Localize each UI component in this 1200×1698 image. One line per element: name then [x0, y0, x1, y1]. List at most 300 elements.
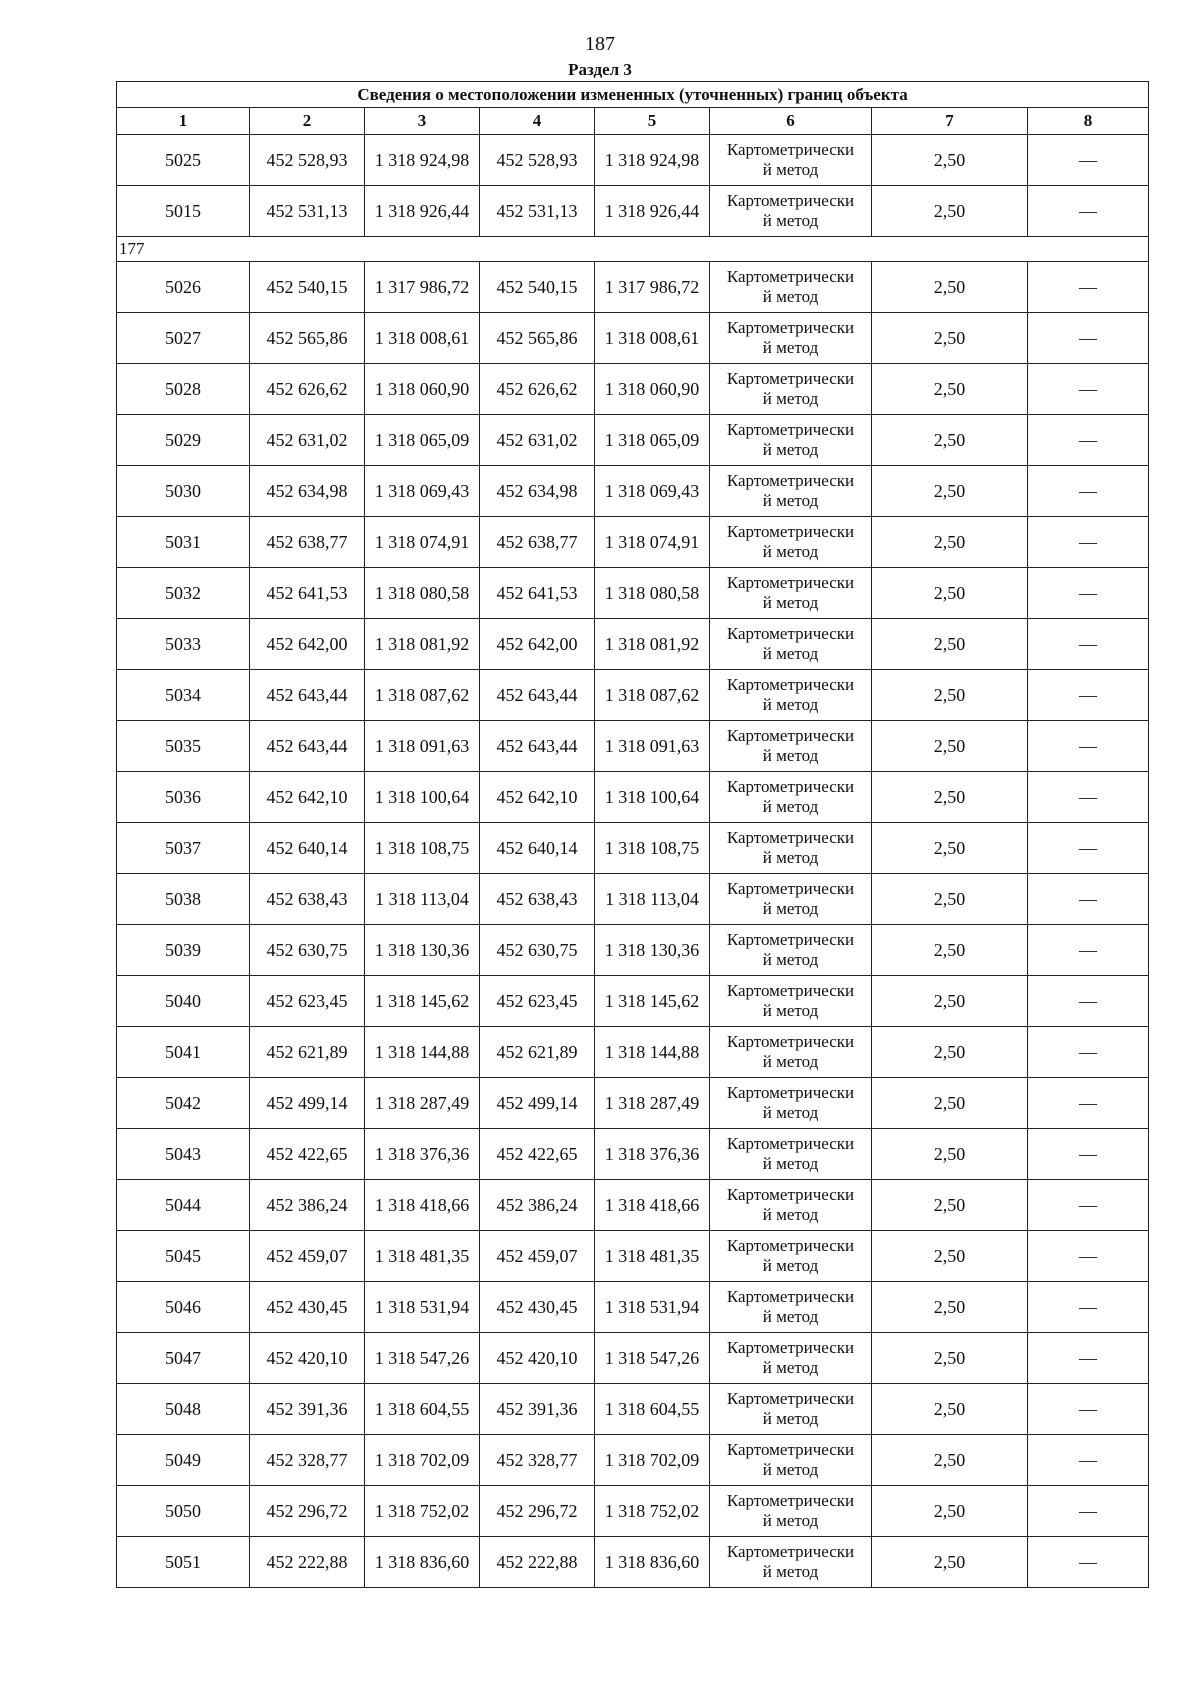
- y-coordinate-cell: 1 318 060,90: [365, 364, 480, 415]
- table-row: [117, 925, 1149, 976]
- method-cell: [710, 976, 872, 1027]
- method-line-2: й метод: [762, 1052, 819, 1071]
- x-coordinate-cell: 452 499,14: [250, 1078, 365, 1129]
- new-y-coordinate-cell: 1 318 547,26: [595, 1333, 710, 1384]
- new-y-coordinate-cell: 1 318 074,91: [595, 517, 710, 568]
- description-cell: —: [1028, 1180, 1149, 1231]
- new-x-coordinate-cell: 452 565,86: [480, 313, 595, 364]
- method-line-2: й метод: [762, 542, 819, 561]
- table-row: [117, 415, 1149, 466]
- table-row: [117, 721, 1149, 772]
- y-coordinate-cell: 1 318 091,63: [365, 721, 480, 772]
- accuracy-cell: 2,50: [872, 568, 1028, 619]
- y-coordinate-cell: 1 318 145,62: [365, 976, 480, 1027]
- method-line-1: Картометрически: [726, 1287, 855, 1306]
- table-row: [117, 1435, 1149, 1486]
- y-coordinate-cell: 1 318 008,61: [365, 313, 480, 364]
- point-id-cell: 5047: [117, 1333, 250, 1384]
- accuracy-cell: 2,50: [872, 364, 1028, 415]
- x-coordinate-cell: 452 296,72: [250, 1486, 365, 1537]
- table-row: [117, 1180, 1149, 1231]
- point-id-cell: 5042: [117, 1078, 250, 1129]
- point-id-cell: 5034: [117, 670, 250, 721]
- column-header: 8: [1028, 108, 1149, 135]
- new-x-coordinate-cell: 452 328,77: [480, 1435, 595, 1486]
- x-coordinate-cell: 452 641,53: [250, 568, 365, 619]
- point-id-cell: 5039: [117, 925, 250, 976]
- new-x-coordinate-cell: 452 222,88: [480, 1537, 595, 1588]
- accuracy-cell: 2,50: [872, 1231, 1028, 1282]
- new-y-coordinate-cell: 1 318 108,75: [595, 823, 710, 874]
- x-coordinate-cell: 452 328,77: [250, 1435, 365, 1486]
- new-y-coordinate-cell: 1 318 924,98: [595, 135, 710, 186]
- point-id-cell: 5043: [117, 1129, 250, 1180]
- accuracy-cell: 2,50: [872, 1282, 1028, 1333]
- x-coordinate-cell: 452 422,65: [250, 1129, 365, 1180]
- x-coordinate-cell: 452 222,88: [250, 1537, 365, 1588]
- new-y-coordinate-cell: 1 318 287,49: [595, 1078, 710, 1129]
- method-line-1: Картометрически: [726, 726, 855, 745]
- y-coordinate-cell: 1 318 080,58: [365, 568, 480, 619]
- column-header-row: [117, 108, 1149, 135]
- new-x-coordinate-cell: 452 391,36: [480, 1384, 595, 1435]
- method-cell: [710, 1435, 872, 1486]
- new-y-coordinate-cell: 1 318 752,02: [595, 1486, 710, 1537]
- description-cell: —: [1028, 1078, 1149, 1129]
- method-line-1: Картометрически: [726, 140, 855, 159]
- method-line-2: й метод: [762, 287, 819, 306]
- description-cell: —: [1028, 772, 1149, 823]
- new-y-coordinate-cell: 1 318 081,92: [595, 619, 710, 670]
- description-cell: —: [1028, 1435, 1149, 1486]
- method-line-2: й метод: [762, 593, 819, 612]
- method-line-2: й метод: [762, 389, 819, 408]
- method-cell: [710, 262, 872, 313]
- x-coordinate-cell: 452 623,45: [250, 976, 365, 1027]
- new-x-coordinate-cell: 452 641,53: [480, 568, 595, 619]
- page-number: 187: [585, 33, 615, 55]
- point-id-cell: 5045: [117, 1231, 250, 1282]
- accuracy-cell: 2,50: [872, 619, 1028, 670]
- method-line-2: й метод: [762, 848, 819, 867]
- method-line-1: Картометрически: [726, 522, 855, 541]
- new-x-coordinate-cell: 452 420,10: [480, 1333, 595, 1384]
- column-header: 4: [480, 108, 595, 135]
- method-line-2: й метод: [762, 695, 819, 714]
- method-line-1: Картометрически: [726, 1440, 855, 1459]
- y-coordinate-cell: 1 318 604,55: [365, 1384, 480, 1435]
- method-line-1: Картометрически: [726, 369, 855, 388]
- new-x-coordinate-cell: 452 631,02: [480, 415, 595, 466]
- table-row: [117, 466, 1149, 517]
- table-row: [117, 364, 1149, 415]
- method-line-2: й метод: [762, 1205, 819, 1224]
- method-line-1: Картометрически: [726, 675, 855, 694]
- table-row: [117, 135, 1149, 186]
- new-y-coordinate-cell: 1 318 008,61: [595, 313, 710, 364]
- accuracy-cell: 2,50: [872, 415, 1028, 466]
- point-id-cell: 5048: [117, 1384, 250, 1435]
- method-line-2: й метод: [762, 1001, 819, 1020]
- description-cell: —: [1028, 135, 1149, 186]
- new-x-coordinate-cell: 452 540,15: [480, 262, 595, 313]
- y-coordinate-cell: 1 318 113,04: [365, 874, 480, 925]
- accuracy-cell: 2,50: [872, 772, 1028, 823]
- x-coordinate-cell: 452 459,07: [250, 1231, 365, 1282]
- method-cell: [710, 415, 872, 466]
- table-row: [117, 262, 1149, 313]
- method-cell: [710, 874, 872, 925]
- y-coordinate-cell: 1 318 108,75: [365, 823, 480, 874]
- new-x-coordinate-cell: 452 531,13: [480, 186, 595, 237]
- method-line-2: й метод: [762, 950, 819, 969]
- new-y-coordinate-cell: 1 318 145,62: [595, 976, 710, 1027]
- method-line-2: й метод: [762, 1103, 819, 1122]
- point-id-cell: 5033: [117, 619, 250, 670]
- y-coordinate-cell: 1 318 702,09: [365, 1435, 480, 1486]
- y-coordinate-cell: 1 318 081,92: [365, 619, 480, 670]
- new-x-coordinate-cell: 452 459,07: [480, 1231, 595, 1282]
- accuracy-cell: 2,50: [872, 262, 1028, 313]
- method-line-1: Картометрически: [726, 828, 855, 847]
- description-cell: —: [1028, 313, 1149, 364]
- new-x-coordinate-cell: 452 643,44: [480, 721, 595, 772]
- new-y-coordinate-cell: 1 318 144,88: [595, 1027, 710, 1078]
- x-coordinate-cell: 452 386,24: [250, 1180, 365, 1231]
- method-cell: [710, 568, 872, 619]
- x-coordinate-cell: 452 630,75: [250, 925, 365, 976]
- method-line-1: Картометрически: [726, 1083, 855, 1102]
- method-cell: [710, 1129, 872, 1180]
- method-line-2: й метод: [762, 211, 819, 230]
- accuracy-cell: 2,50: [872, 1384, 1028, 1435]
- method-line-2: й метод: [762, 644, 819, 663]
- method-line-2: й метод: [762, 899, 819, 918]
- point-id-cell: 5049: [117, 1435, 250, 1486]
- method-line-1: Картометрически: [726, 1389, 855, 1408]
- method-line-1: Картометрически: [726, 1134, 855, 1153]
- method-line-1: Картометрически: [726, 1338, 855, 1357]
- new-x-coordinate-cell: 452 630,75: [480, 925, 595, 976]
- accuracy-cell: 2,50: [872, 670, 1028, 721]
- x-coordinate-cell: 452 565,86: [250, 313, 365, 364]
- x-coordinate-cell: 452 528,93: [250, 135, 365, 186]
- new-x-coordinate-cell: 452 642,00: [480, 619, 595, 670]
- x-coordinate-cell: 452 420,10: [250, 1333, 365, 1384]
- method-line-2: й метод: [762, 797, 819, 816]
- table-row: [117, 1129, 1149, 1180]
- y-coordinate-cell: 1 318 074,91: [365, 517, 480, 568]
- point-id-cell: 5038: [117, 874, 250, 925]
- accuracy-cell: 2,50: [872, 135, 1028, 186]
- description-cell: —: [1028, 1129, 1149, 1180]
- new-y-coordinate-cell: 1 318 376,36: [595, 1129, 710, 1180]
- accuracy-cell: 2,50: [872, 1435, 1028, 1486]
- x-coordinate-cell: 452 634,98: [250, 466, 365, 517]
- new-x-coordinate-cell: 452 430,45: [480, 1282, 595, 1333]
- method-cell: [710, 313, 872, 364]
- method-line-1: Картометрически: [726, 981, 855, 1000]
- new-y-coordinate-cell: 1 318 060,90: [595, 364, 710, 415]
- new-x-coordinate-cell: 452 638,43: [480, 874, 595, 925]
- new-x-coordinate-cell: 452 386,24: [480, 1180, 595, 1231]
- table-body-after-group: [117, 262, 1149, 1588]
- new-x-coordinate-cell: 452 296,72: [480, 1486, 595, 1537]
- y-coordinate-cell: 1 318 531,94: [365, 1282, 480, 1333]
- new-y-coordinate-cell: 1 318 080,58: [595, 568, 710, 619]
- new-x-coordinate-cell: 452 623,45: [480, 976, 595, 1027]
- point-id-cell: 5037: [117, 823, 250, 874]
- method-line-1: Картометрически: [726, 777, 855, 796]
- column-header: 2: [250, 108, 365, 135]
- x-coordinate-cell: 452 626,62: [250, 364, 365, 415]
- x-coordinate-cell: 452 638,43: [250, 874, 365, 925]
- y-coordinate-cell: 1 318 752,02: [365, 1486, 480, 1537]
- description-cell: —: [1028, 1027, 1149, 1078]
- point-id-cell: 5031: [117, 517, 250, 568]
- accuracy-cell: 2,50: [872, 313, 1028, 364]
- x-coordinate-cell: 452 540,15: [250, 262, 365, 313]
- description-cell: —: [1028, 721, 1149, 772]
- x-coordinate-cell: 452 642,10: [250, 772, 365, 823]
- table-row: [117, 1027, 1149, 1078]
- column-header: 3: [365, 108, 480, 135]
- method-line-1: Картометрически: [726, 1236, 855, 1255]
- method-cell: [710, 619, 872, 670]
- y-coordinate-cell: 1 318 547,26: [365, 1333, 480, 1384]
- new-y-coordinate-cell: 1 318 065,09: [595, 415, 710, 466]
- table-row: [117, 517, 1149, 568]
- y-coordinate-cell: 1 318 376,36: [365, 1129, 480, 1180]
- method-cell: [710, 1537, 872, 1588]
- method-cell: [710, 1282, 872, 1333]
- table-row: [117, 1231, 1149, 1282]
- method-line-2: й метод: [762, 1511, 819, 1530]
- table-row: [117, 1537, 1149, 1588]
- x-coordinate-cell: 452 642,00: [250, 619, 365, 670]
- accuracy-cell: 2,50: [872, 1333, 1028, 1384]
- y-coordinate-cell: 1 318 069,43: [365, 466, 480, 517]
- method-line-1: Картометрически: [726, 1491, 855, 1510]
- description-cell: —: [1028, 415, 1149, 466]
- accuracy-cell: 2,50: [872, 721, 1028, 772]
- column-header: 6: [710, 108, 872, 135]
- point-id-cell: 5025: [117, 135, 250, 186]
- description-cell: —: [1028, 874, 1149, 925]
- method-line-1: Картометрически: [726, 191, 855, 210]
- method-line-1: Картометрически: [726, 879, 855, 898]
- method-cell: [710, 186, 872, 237]
- table-row: [117, 1333, 1149, 1384]
- method-line-2: й метод: [762, 1154, 819, 1173]
- new-y-coordinate-cell: 1 318 836,60: [595, 1537, 710, 1588]
- method-cell: [710, 1180, 872, 1231]
- point-id-cell: 5046: [117, 1282, 250, 1333]
- method-cell: [710, 517, 872, 568]
- new-y-coordinate-cell: 1 318 418,66: [595, 1180, 710, 1231]
- method-line-2: й метод: [762, 440, 819, 459]
- new-x-coordinate-cell: 452 634,98: [480, 466, 595, 517]
- description-cell: —: [1028, 925, 1149, 976]
- method-line-1: Картометрически: [726, 573, 855, 592]
- accuracy-cell: 2,50: [872, 1129, 1028, 1180]
- new-y-coordinate-cell: 1 318 091,63: [595, 721, 710, 772]
- table-row: [117, 1384, 1149, 1435]
- accuracy-cell: 2,50: [872, 517, 1028, 568]
- accuracy-cell: 2,50: [872, 1537, 1028, 1588]
- description-cell: —: [1028, 670, 1149, 721]
- y-coordinate-cell: 1 318 418,66: [365, 1180, 480, 1231]
- method-line-1: Картометрически: [726, 624, 855, 643]
- method-cell: [710, 1384, 872, 1435]
- table-caption: Сведения о местоположении измененных (уточненных) границ объекта: [117, 82, 1149, 108]
- group-label: 177: [117, 237, 1149, 262]
- description-cell: —: [1028, 364, 1149, 415]
- y-coordinate-cell: 1 318 481,35: [365, 1231, 480, 1282]
- new-y-coordinate-cell: 1 318 604,55: [595, 1384, 710, 1435]
- description-cell: —: [1028, 823, 1149, 874]
- y-coordinate-cell: 1 317 986,72: [365, 262, 480, 313]
- group-section: [117, 237, 1149, 262]
- y-coordinate-cell: 1 318 924,98: [365, 135, 480, 186]
- table-row: [117, 823, 1149, 874]
- new-y-coordinate-cell: 1 318 130,36: [595, 925, 710, 976]
- method-line-1: Картометрически: [726, 267, 855, 286]
- new-y-coordinate-cell: 1 318 926,44: [595, 186, 710, 237]
- method-line-1: Картометрически: [726, 1185, 855, 1204]
- x-coordinate-cell: 452 430,45: [250, 1282, 365, 1333]
- method-line-1: Картометрически: [726, 420, 855, 439]
- point-id-cell: 5044: [117, 1180, 250, 1231]
- method-line-2: й метод: [762, 160, 819, 179]
- description-cell: —: [1028, 1282, 1149, 1333]
- description-cell: —: [1028, 619, 1149, 670]
- section-title: Раздел 3: [568, 60, 632, 79]
- y-coordinate-cell: 1 318 836,60: [365, 1537, 480, 1588]
- description-cell: —: [1028, 1231, 1149, 1282]
- y-coordinate-cell: 1 318 087,62: [365, 670, 480, 721]
- y-coordinate-cell: 1 318 065,09: [365, 415, 480, 466]
- accuracy-cell: 2,50: [872, 466, 1028, 517]
- point-id-cell: 5027: [117, 313, 250, 364]
- point-id-cell: 5029: [117, 415, 250, 466]
- description-cell: —: [1028, 186, 1149, 237]
- point-id-cell: 5030: [117, 466, 250, 517]
- table-row: [117, 313, 1149, 364]
- x-coordinate-cell: 452 640,14: [250, 823, 365, 874]
- table-row: [117, 1078, 1149, 1129]
- new-y-coordinate-cell: 1 318 702,09: [595, 1435, 710, 1486]
- accuracy-cell: 2,50: [872, 1027, 1028, 1078]
- point-id-cell: 5035: [117, 721, 250, 772]
- description-cell: —: [1028, 262, 1149, 313]
- description-cell: —: [1028, 1486, 1149, 1537]
- method-line-2: й метод: [762, 746, 819, 765]
- x-coordinate-cell: 452 391,36: [250, 1384, 365, 1435]
- point-id-cell: 5026: [117, 262, 250, 313]
- method-line-1: Картометрически: [726, 930, 855, 949]
- x-coordinate-cell: 452 638,77: [250, 517, 365, 568]
- table-row: [117, 619, 1149, 670]
- point-id-cell: 5050: [117, 1486, 250, 1537]
- point-id-cell: 5041: [117, 1027, 250, 1078]
- new-y-coordinate-cell: 1 318 113,04: [595, 874, 710, 925]
- method-cell: [710, 772, 872, 823]
- description-cell: —: [1028, 466, 1149, 517]
- new-x-coordinate-cell: 452 642,10: [480, 772, 595, 823]
- method-cell: [710, 466, 872, 517]
- method-cell: [710, 364, 872, 415]
- column-header: 7: [872, 108, 1028, 135]
- table-row: [117, 772, 1149, 823]
- method-cell: [710, 135, 872, 186]
- method-line-2: й метод: [762, 1307, 819, 1326]
- point-id-cell: 5028: [117, 364, 250, 415]
- accuracy-cell: 2,50: [872, 1486, 1028, 1537]
- table-row: [117, 1282, 1149, 1333]
- new-x-coordinate-cell: 452 640,14: [480, 823, 595, 874]
- method-line-1: Картометрически: [726, 471, 855, 490]
- point-id-cell: 5036: [117, 772, 250, 823]
- table-row: [117, 874, 1149, 925]
- new-x-coordinate-cell: 452 621,89: [480, 1027, 595, 1078]
- new-y-coordinate-cell: 1 318 481,35: [595, 1231, 710, 1282]
- y-coordinate-cell: 1 318 144,88: [365, 1027, 480, 1078]
- description-cell: —: [1028, 1384, 1149, 1435]
- method-cell: [710, 1486, 872, 1537]
- new-x-coordinate-cell: 452 422,65: [480, 1129, 595, 1180]
- new-x-coordinate-cell: 452 499,14: [480, 1078, 595, 1129]
- accuracy-cell: 2,50: [872, 186, 1028, 237]
- description-cell: —: [1028, 976, 1149, 1027]
- new-x-coordinate-cell: 452 626,62: [480, 364, 595, 415]
- table-row: [117, 976, 1149, 1027]
- method-line-2: й метод: [762, 338, 819, 357]
- point-id-cell: 5015: [117, 186, 250, 237]
- method-cell: [710, 823, 872, 874]
- method-cell: [710, 721, 872, 772]
- new-x-coordinate-cell: 452 643,44: [480, 670, 595, 721]
- accuracy-cell: 2,50: [872, 823, 1028, 874]
- description-cell: —: [1028, 568, 1149, 619]
- method-line-1: Картометрически: [726, 1032, 855, 1051]
- new-y-coordinate-cell: 1 318 100,64: [595, 772, 710, 823]
- table-row: [117, 1486, 1149, 1537]
- accuracy-cell: 2,50: [872, 874, 1028, 925]
- x-coordinate-cell: 452 531,13: [250, 186, 365, 237]
- method-line-1: Картометрически: [726, 318, 855, 337]
- description-cell: —: [1028, 1537, 1149, 1588]
- new-y-coordinate-cell: 1 318 531,94: [595, 1282, 710, 1333]
- method-cell: [710, 925, 872, 976]
- boundary-coordinates-table: [116, 81, 1149, 1588]
- method-cell: [710, 1333, 872, 1384]
- x-coordinate-cell: 452 631,02: [250, 415, 365, 466]
- method-line-2: й метод: [762, 1562, 819, 1581]
- x-coordinate-cell: 452 621,89: [250, 1027, 365, 1078]
- accuracy-cell: 2,50: [872, 1180, 1028, 1231]
- column-header: 5: [595, 108, 710, 135]
- point-id-cell: 5032: [117, 568, 250, 619]
- method-cell: [710, 1027, 872, 1078]
- x-coordinate-cell: 452 643,44: [250, 670, 365, 721]
- y-coordinate-cell: 1 318 130,36: [365, 925, 480, 976]
- new-y-coordinate-cell: 1 318 069,43: [595, 466, 710, 517]
- accuracy-cell: 2,50: [872, 1078, 1028, 1129]
- accuracy-cell: 2,50: [872, 925, 1028, 976]
- y-coordinate-cell: 1 318 926,44: [365, 186, 480, 237]
- table-row: [117, 568, 1149, 619]
